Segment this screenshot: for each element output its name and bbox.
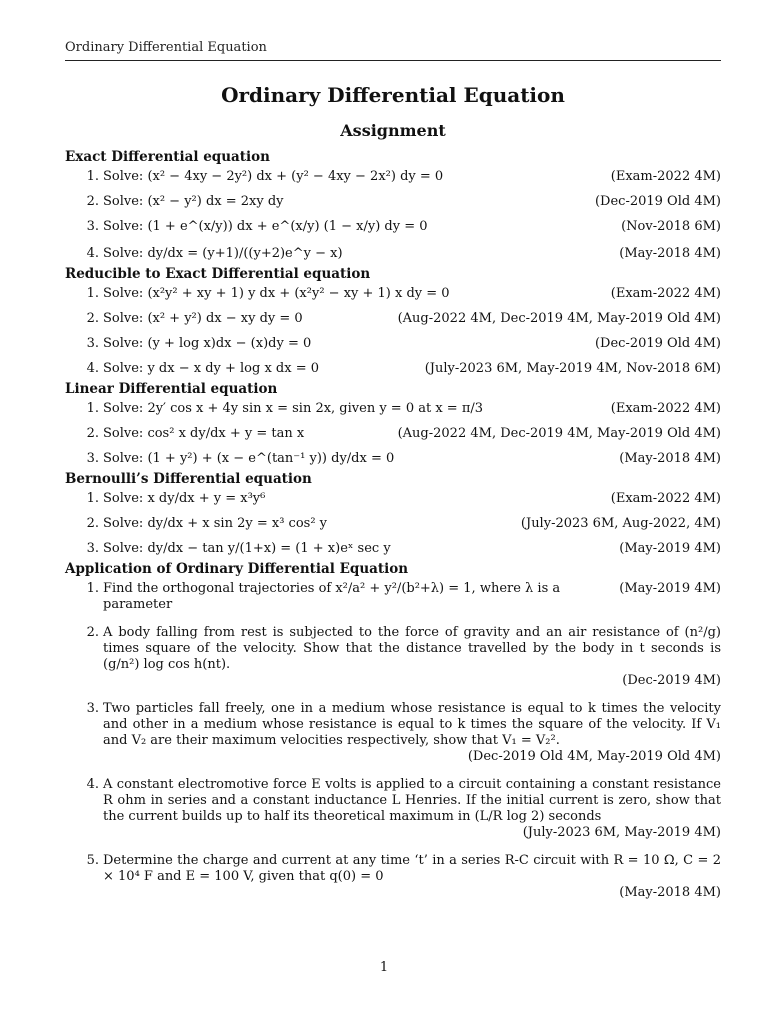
page-number: 1 [379,960,389,975]
document-title: Ordinary Differential Equation [221,83,565,107]
question-number: 3. [86,219,99,234]
section-heading: Reducible to Exact Differential equation [65,266,371,282]
section-application [65,561,721,901]
question-item [65,625,721,689]
section-exact [65,149,721,262]
exam-reference: (Nov-2018 6M) [621,219,721,234]
exam-reference: (May-2018 4M) [619,885,721,900]
question-item [65,311,721,327]
question-text: A body falling from rest is subjected to the force of gravity and an air resistance of (n²/g) times square of the velocity. Show that the distance travelled by the body in t seconds is (g/n²) log cos h(nt). [103,625,721,672]
question-item [65,516,721,532]
question-text: Find the orthogonal trajectories of x²/a² + y²/(b²+λ) = 1, where λ is a parameter [103,581,561,612]
question-item [65,336,721,352]
exam-reference: (July-2023 6M, May-2019 4M, Nov-2018 6M) [424,361,721,376]
question-text: Solve: cos² x dy/dx + y = tan x [103,426,305,441]
question-number: 2. [86,194,99,209]
question-text: A constant electromotive force E volts is applied to a circuit containing a constant resistance R ohm in series and a constant inductance L Henries. If the initial current is zero, show that the current builds up to half its theoretical maximum in (L/R log 2) seconds [103,777,721,824]
question-number: 5. [86,853,99,868]
exam-reference: (Exam-2022 4M) [610,491,721,506]
question-number: 3. [86,336,99,351]
question-number: 2. [86,426,99,441]
header-rule [65,60,721,61]
question-text: Determine the charge and current at any time ‘t’ in a series R-C circuit with R = 10 Ω, C = 2 × 10⁴ F and E = 100 V, given that q(0) = 0 [103,853,721,884]
exam-reference: (Dec-2019 Old 4M) [594,194,721,209]
question-text: Solve: (1 + e^(x/y)) dx + e^(x/y) (1 − x/y) dy = 0 [103,219,428,234]
exam-reference: (Aug-2022 4M, Dec-2019 4M, May-2019 Old 4M) [397,311,721,326]
exam-reference: (Exam-2022 4M) [610,401,721,416]
exam-reference: (Dec-2019 Old 4M, May-2019 Old 4M) [467,749,721,764]
exam-reference: (July-2023 6M, Aug-2022, 4M) [520,516,721,531]
exam-reference: (May-2018 4M) [619,246,721,261]
question-item [65,246,721,262]
assignment-content [65,146,721,910]
section-heading: Exact Differential equation [65,149,270,165]
question-number: 3. [86,451,99,466]
exam-reference: (Exam-2022 4M) [610,286,721,301]
question-item [65,701,721,765]
section-bernoulli [65,471,721,557]
question-item [65,491,721,507]
question-number: 1. [86,581,99,596]
question-number: 2. [86,625,99,640]
question-text: Solve: y dx − x dy + log x dx = 0 [103,361,319,376]
question-text: Two particles fall freely, one in a medium whose resistance is equal to k times the velocity and other in a medium whose resistance is equal to k times the square of the velocity. If V₁ and V₂ are their maximum velocities respectively, show that V₁ = V₂². [103,701,721,748]
question-item [65,401,721,417]
question-item [65,169,721,185]
question-number: 4. [86,777,99,792]
question-item [65,426,721,442]
section-heading: Application of Ordinary Differential Equation [65,561,409,577]
question-number: 1. [86,491,99,506]
question-number: 1. [86,286,99,301]
question-number: 3. [86,701,99,716]
question-text: Solve: 2y′ cos x + 4y sin x = sin 2x, given y = 0 at x = π/3 [103,401,484,416]
question-item [65,361,721,377]
question-number: 4. [86,361,99,376]
section-linear [65,381,721,467]
running-header: Ordinary Differential Equation [65,40,267,55]
exam-reference: (Dec-2019 Old 4M) [594,336,721,351]
question-item [65,541,721,557]
exam-reference: (Exam-2022 4M) [610,169,721,184]
question-item [65,853,721,901]
question-item [65,581,721,613]
question-text: Solve: x dy/dx + y = x³y⁶ [103,491,266,506]
exam-reference: (May-2019 4M) [619,541,721,556]
exam-reference: (Dec-2019 4M) [622,673,721,688]
question-item [65,219,721,235]
question-number: 1. [86,401,99,416]
exam-reference: (May-2019 4M) [619,581,721,596]
question-text: Solve: (1 + y²) + (x − e^(tan⁻¹ y)) dy/dx = 0 [103,451,395,466]
question-number: 2. [86,516,99,531]
question-item [65,451,721,467]
question-text: Solve: dy/dx − tan y/(1+x) = (1 + x)eˣ sec y [103,541,391,556]
question-text: Solve: dy/dx = (y+1)/((y+2)e^y − x) [103,246,343,261]
section-heading: Bernoulli’s Differential equation [65,471,312,487]
question-text: Solve: (y + log x)dx − (x)dy = 0 [103,336,312,351]
exam-reference: (July-2023 6M, May-2019 4M) [522,825,721,840]
question-number: 4. [86,246,99,261]
question-text: Solve: (x² − 4xy − 2y²) dx + (y² − 4xy − 2x²) dy = 0 [103,169,444,184]
question-number: 2. [86,311,99,326]
question-item [65,194,721,210]
question-number: 3. [86,541,99,556]
question-text: Solve: dy/dx + x sin 2y = x³ cos² y [103,516,328,531]
section-heading: Linear Differential equation [65,381,278,397]
exam-reference: (May-2018 4M) [619,451,721,466]
question-item [65,777,721,841]
question-number: 1. [86,169,99,184]
section-reducible-exact [65,266,721,377]
question-item [65,286,721,302]
document-subtitle: Assignment [340,121,446,140]
exam-reference: (Aug-2022 4M, Dec-2019 4M, May-2019 Old 4M) [397,426,721,441]
question-text: Solve: (x² + y²) dx − xy dy = 0 [103,311,303,326]
question-text: Solve: (x² − y²) dx = 2xy dy [103,194,284,209]
question-text: Solve: (x²y² + xy + 1) y dx + (x²y² − xy + 1) x dy = 0 [103,286,450,301]
